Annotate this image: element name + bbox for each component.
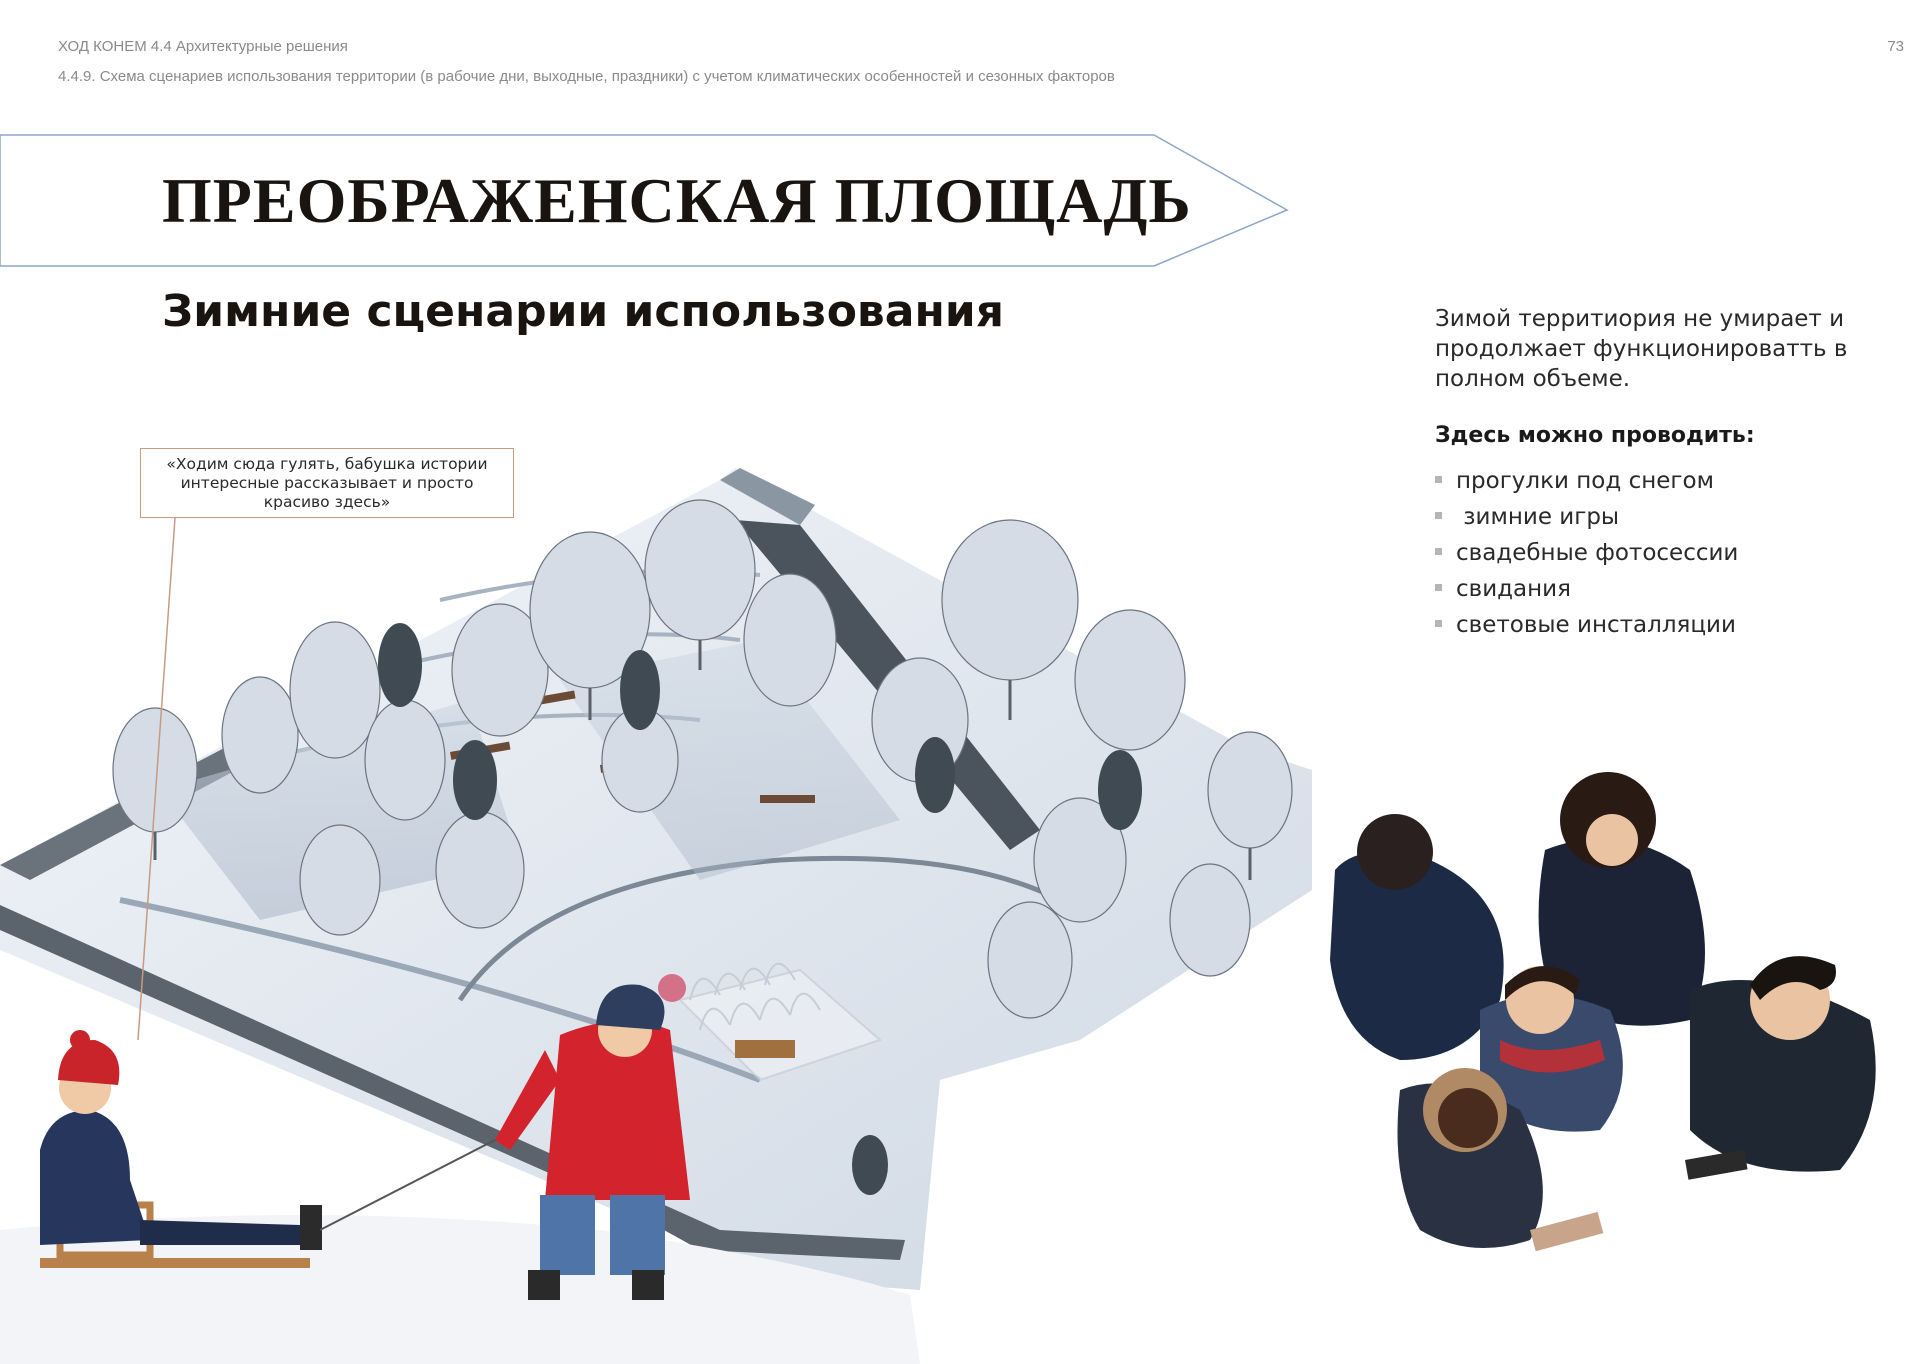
document-header-title: ХОД КОНЕМ 4.4 Архитектурные решения (58, 38, 348, 55)
section-subtitle: Зимние сценарии использования (162, 286, 1004, 337)
people-group (1330, 772, 1876, 1251)
resident-quote-text: «Ходим сюда гулять, бабушка истории интересные рассказывает и просто красиво здесь» (166, 454, 488, 511)
activities-heading: Здесь можно проводить: (1435, 423, 1755, 448)
page-title: ПРЕОБРАЖЕНСКАЯ ПЛОЩАДЬ (162, 165, 1192, 236)
activity-label: световые инсталляции (1456, 612, 1736, 638)
intro-paragraph: Зимой территиория не умирает и продолжает функционироватть в полном объеме. (1435, 306, 1848, 392)
activity-label: свадебные фотосессии (1456, 540, 1739, 566)
page-number: 73 (1887, 38, 1904, 55)
activity-label: зимние игры (1456, 504, 1620, 530)
resident-quote-box (140, 448, 514, 518)
activity-label: свидания (1456, 576, 1571, 602)
section-caption: 4.4.9. Схема сценариев использования территории (в рабочие дни, выходные, праздники) с учетом климатических особенностей и сезонных факторов (58, 68, 1115, 85)
activity-label: прогулки под снегом (1456, 468, 1714, 494)
